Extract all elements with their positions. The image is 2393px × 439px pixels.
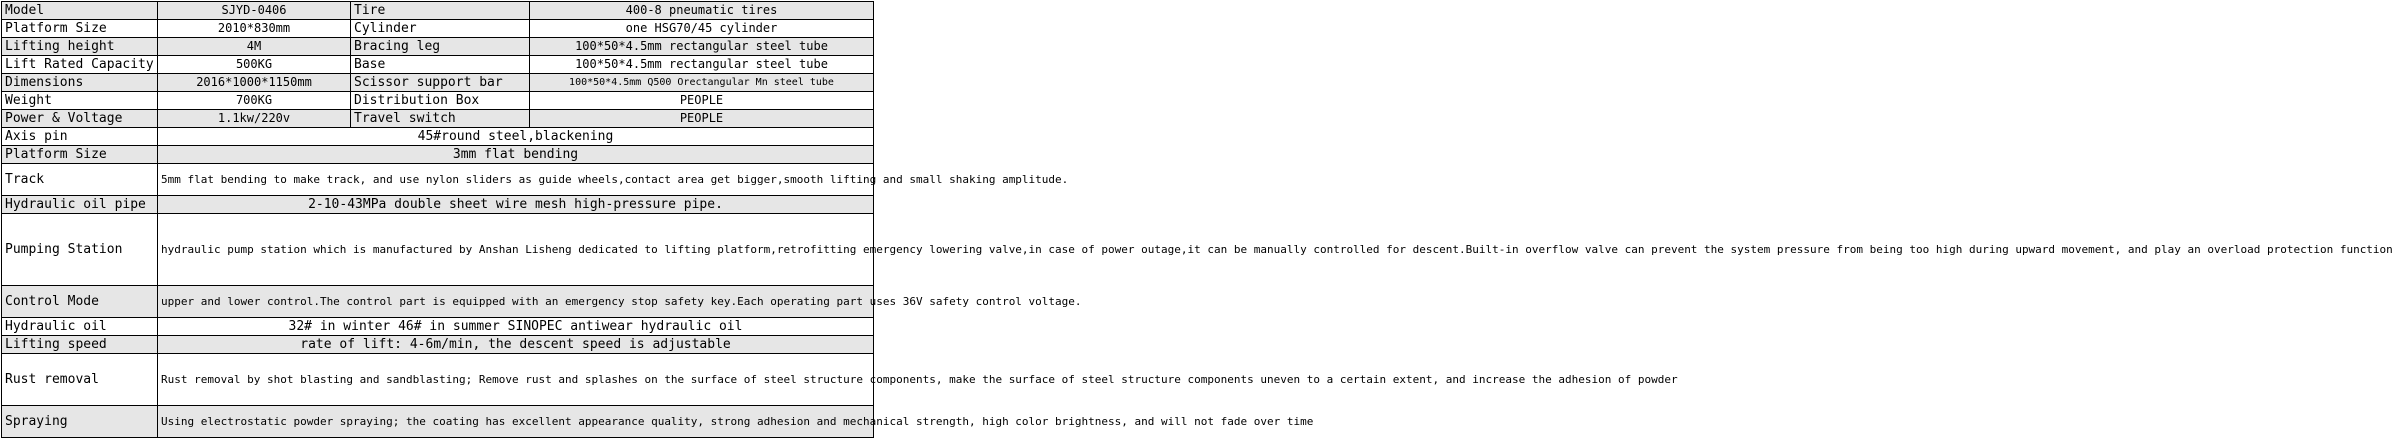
table-row xyxy=(2,110,874,128)
spec-label: Lift Rated Capacity xyxy=(2,56,158,74)
table-row xyxy=(2,336,874,354)
table-row xyxy=(2,20,874,38)
table-row xyxy=(2,146,874,164)
spec-value: SJYD-0406 xyxy=(158,2,351,20)
spec-label: Pumping Station xyxy=(2,214,158,286)
table-row xyxy=(2,2,874,20)
spec-label: Weight xyxy=(2,92,158,110)
spec-value: 1.1kw/220v xyxy=(158,110,351,128)
table-row xyxy=(2,74,874,92)
spec-value: hydraulic pump station which is manufactured by Anshan Lisheng dedicated to lifting platform,retrofitting emergency lowering valve,in case of power outage,it can be manually controlled for descent.Built-in overflow valve can prevent the system pressure from being too high during upward movement, and play an overload protection function xyxy=(158,214,874,286)
spec-value: upper and lower control.The control part is equipped with an emergency stop safety key.Each operating part uses 36V safety control voltage. xyxy=(158,286,874,318)
table-row xyxy=(2,92,874,110)
spec-label: Base xyxy=(351,56,530,74)
spec-label: Track xyxy=(2,164,158,196)
spec-label: Platform Size xyxy=(2,20,158,38)
spec-table xyxy=(1,1,2393,438)
spec-label: Cylinder xyxy=(351,20,530,38)
spec-label: Power & Voltage xyxy=(2,110,158,128)
spec-value: 2010*830mm xyxy=(158,20,351,38)
spec-label: Bracing leg xyxy=(351,38,530,56)
spec-value: 700KG xyxy=(158,92,351,110)
spec-value: 32# in winter 46# in summer SINOPEC antiwear hydraulic oil xyxy=(158,318,874,336)
table-row xyxy=(2,406,874,438)
spec-label: Model xyxy=(2,2,158,20)
spec-value: 4M xyxy=(158,38,351,56)
table-row xyxy=(2,286,874,318)
spec-value: 100*50*4.5mm rectangular steel tube xyxy=(530,56,874,74)
table-row xyxy=(2,318,874,336)
spec-value: 500KG xyxy=(158,56,351,74)
spec-label: Hydraulic oil xyxy=(2,318,158,336)
spec-value: Rust removal by shot blasting and sandblasting; Remove rust and splashes on the surface of steel structure components, make the surface of steel structure components uneven to a certain extent, and increase the adhesion of powder xyxy=(158,354,874,406)
spec-label: Spraying xyxy=(2,406,158,438)
table-row xyxy=(2,196,874,214)
table-row xyxy=(2,128,874,146)
spec-label: Hydraulic oil pipe xyxy=(2,196,158,214)
spec-label: Control Mode xyxy=(2,286,158,318)
table-row xyxy=(2,56,874,74)
table-row xyxy=(2,354,874,406)
spec-label: Rust removal xyxy=(2,354,158,406)
spec-label: Travel switch xyxy=(351,110,530,128)
spec-value: one HSG70/45 cylinder xyxy=(530,20,874,38)
table-row xyxy=(2,164,874,196)
spec-label: Dimensions xyxy=(2,74,158,92)
spec-label: Axis pin xyxy=(2,128,158,146)
spec-label: Distribution Box xyxy=(351,92,530,110)
table-row xyxy=(2,214,874,286)
spec-label: Tire xyxy=(351,2,530,20)
spec-label: Lifting height xyxy=(2,38,158,56)
spec-value: 2016*1000*1150mm xyxy=(158,74,351,92)
spec-label: Lifting speed xyxy=(2,336,158,354)
spec-value: 5mm flat bending to make track, and use nylon sliders as guide wheels,contact area get bigger,smooth lifting and small shaking amplitude. xyxy=(158,164,874,196)
spec-value: rate of lift: 4-6m/min, the descent speed is adjustable xyxy=(158,336,874,354)
spec-value: 400-8 pneumatic tires xyxy=(530,2,874,20)
spec-label: Scissor support bar xyxy=(351,74,530,92)
spec-value: PEOPLE xyxy=(530,92,874,110)
spec-value: 100*50*4.5mm rectangular steel tube xyxy=(530,38,874,56)
spec-value: 3mm flat bending xyxy=(158,146,874,164)
spec-value: PEOPLE xyxy=(530,110,874,128)
spec-value: 45#round steel,blackening xyxy=(158,128,874,146)
table-row xyxy=(2,38,874,56)
spec-value: Using electrostatic powder spraying; the coating has excellent appearance quality, strong adhesion and mechanical strength, high color brightness, and will not fade over time xyxy=(158,406,874,438)
spec-label: Platform Size xyxy=(2,146,158,164)
spec-value: 2-10-43MPa double sheet wire mesh high-pressure pipe. xyxy=(158,196,874,214)
spec-value: 100*50*4.5mm Q500 Orectangular Mn steel tube xyxy=(530,74,874,92)
